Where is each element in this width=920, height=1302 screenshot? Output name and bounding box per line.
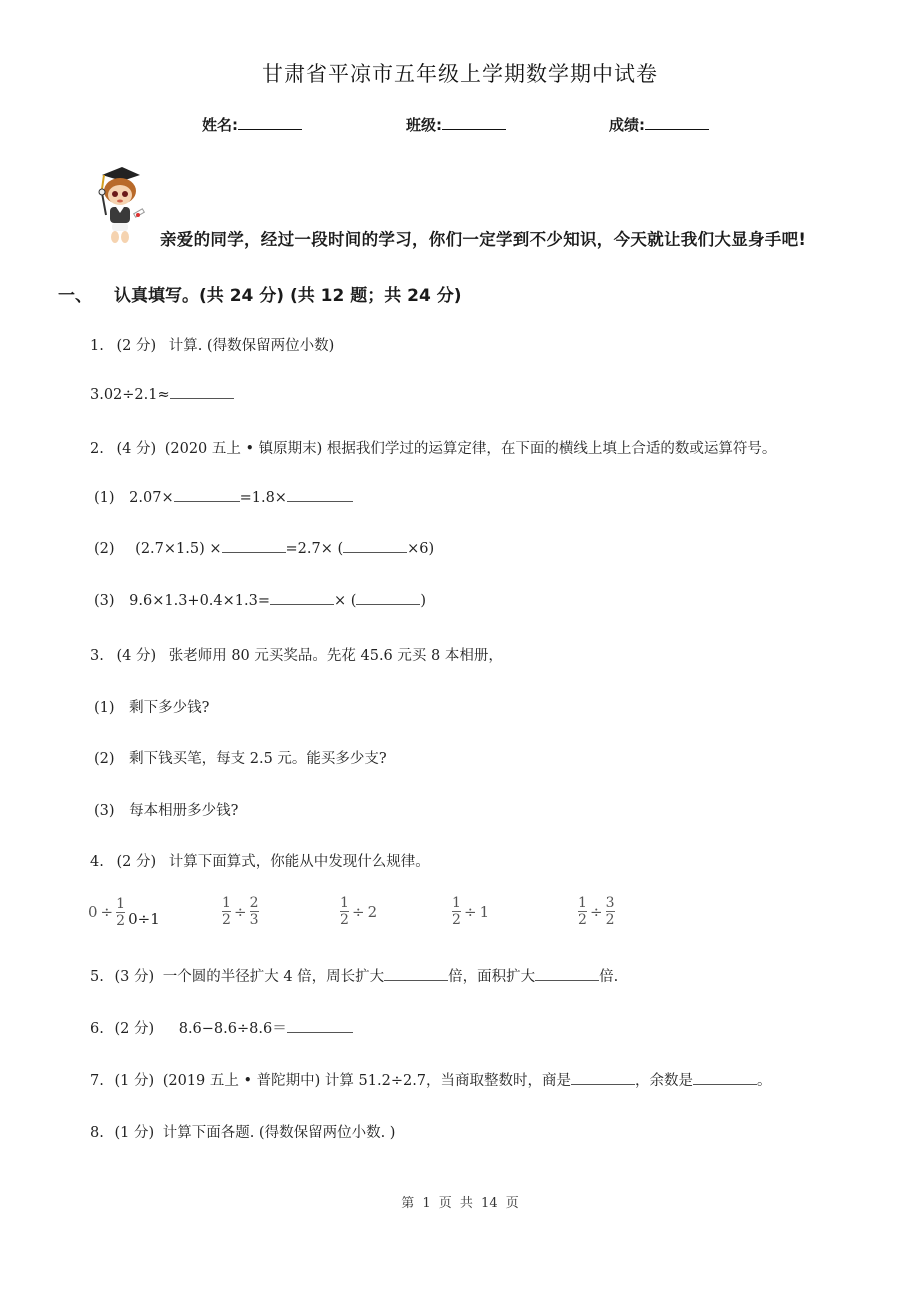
question-score: (2 分) xyxy=(114,1021,155,1037)
part-label: (1) xyxy=(94,700,115,716)
part-label: (3) xyxy=(94,593,115,609)
class-blank[interactable] xyxy=(442,115,506,130)
question-number: 8. xyxy=(90,1125,104,1141)
section-heading xyxy=(58,281,461,306)
answer-blank[interactable] xyxy=(384,968,448,981)
question-2-part-2 xyxy=(94,540,434,557)
question-3-part-3 xyxy=(94,799,238,820)
operand: 0 xyxy=(88,903,98,921)
operand: 1 xyxy=(479,902,490,921)
numerator: 1 xyxy=(578,895,587,911)
fraction xyxy=(222,896,231,927)
question-score: (4 分) xyxy=(116,648,157,664)
part-text: 剩下钱买笔，每支 2.5 元。能买多少支? xyxy=(129,751,387,767)
page-title: 甘肃省平凉市五年级上学期数学期中试卷 xyxy=(262,62,658,86)
operator: ÷ xyxy=(234,902,247,921)
answer-blank[interactable] xyxy=(170,386,234,399)
name-label: 姓名: xyxy=(202,116,238,134)
answer-blank[interactable] xyxy=(222,540,286,553)
answer-blank[interactable] xyxy=(693,1072,757,1085)
denominator: 2 xyxy=(605,912,615,928)
answer-blank[interactable] xyxy=(535,968,599,981)
expression-text: =1.8× xyxy=(239,490,287,506)
question-1 xyxy=(90,334,334,355)
question-1-line xyxy=(90,386,234,403)
expression-text: ×6) xyxy=(407,541,435,557)
question-text: 计算下面算式，你能从中发现什么规律。 xyxy=(168,854,430,870)
question-5 xyxy=(90,965,618,986)
answer-blank[interactable] xyxy=(174,489,240,502)
part-label: (2) xyxy=(94,751,115,767)
question-text: 张老师用 80 元买奖品。先花 45.6 元买 8 本相册， xyxy=(168,648,503,664)
question-7 xyxy=(90,1069,772,1090)
question-number: 6. xyxy=(90,1021,104,1037)
question-2 xyxy=(90,437,776,458)
answer-blank[interactable] xyxy=(343,540,407,553)
question-3-part-1 xyxy=(94,696,209,717)
question-number: 7. xyxy=(90,1073,104,1089)
part-label: (3) xyxy=(94,803,115,819)
question-score: (2 分) xyxy=(116,854,157,870)
part-text: 剩下多少钱? xyxy=(129,700,210,716)
denominator: 2 xyxy=(340,912,349,928)
question-3 xyxy=(90,644,503,665)
fraction xyxy=(452,896,461,927)
question-6 xyxy=(90,1017,353,1038)
operator: ÷ xyxy=(590,902,603,921)
greeting-text: 亲爱的同学，经过一段时间的学习，你们一定学到不少知识，今天就让我们大显身手吧! xyxy=(160,230,807,249)
question-text: 计算. (得数保留两位小数) xyxy=(168,338,335,354)
answer-blank[interactable] xyxy=(270,592,334,605)
score-field[interactable] xyxy=(609,114,709,135)
numerator: 3 xyxy=(605,895,615,911)
question-3-part-2 xyxy=(94,747,387,768)
expression-text: ) xyxy=(420,593,427,609)
denominator: 3 xyxy=(249,912,259,928)
part-label: (2) xyxy=(94,541,115,557)
page-footer: 第 1 页 共 14 页 xyxy=(401,1196,519,1211)
question-text: 倍. xyxy=(599,969,619,985)
expression-1 xyxy=(88,896,160,928)
question-2-part-1 xyxy=(94,489,353,506)
question-text: ，余数是 xyxy=(635,1073,694,1089)
expression-text: 3.02÷2.1≈ xyxy=(90,387,170,403)
operator: ÷ xyxy=(352,902,365,921)
denominator: 2 xyxy=(116,912,126,929)
fraction xyxy=(250,896,259,927)
denominator: 2 xyxy=(578,912,587,928)
question-2-part-3 xyxy=(94,592,426,609)
question-score: (4 分) xyxy=(116,441,157,457)
operand: 2 xyxy=(367,902,378,921)
question-text: 倍，面积扩大 xyxy=(448,969,536,985)
expression-text: 9.6×1.3+0.4×1.3= xyxy=(129,593,270,609)
numerator: 1 xyxy=(340,895,349,911)
numerator: 2 xyxy=(249,895,259,911)
question-text: 一个圆的半径扩大 4 倍，周长扩大 xyxy=(162,969,385,985)
operand: 0÷1 xyxy=(128,910,160,928)
class-field[interactable] xyxy=(406,114,506,135)
denominator: 2 xyxy=(452,912,461,928)
section-title: 认真填写。(共 24 分) (共 12 题；共 24 分) xyxy=(114,286,462,306)
denominator: 2 xyxy=(222,912,231,928)
part-label: (1) xyxy=(94,490,115,506)
answer-blank[interactable] xyxy=(571,1072,635,1085)
expression-4 xyxy=(452,896,489,927)
class-label: 班级: xyxy=(406,116,442,134)
operator: ÷ xyxy=(100,903,114,921)
name-blank[interactable] xyxy=(238,115,302,130)
answer-blank[interactable] xyxy=(287,1020,353,1033)
section-number: 一、 xyxy=(58,286,92,306)
score-blank[interactable] xyxy=(645,115,709,130)
question-score: (1 分) xyxy=(114,1073,155,1089)
question-score: (2 分) xyxy=(116,338,157,354)
part-text: 每本相册多少钱? xyxy=(129,803,239,819)
numerator: 1 xyxy=(116,895,126,912)
question-number: 1. xyxy=(90,338,104,354)
question-text: 计算下面各题. (得数保留两位小数. ) xyxy=(162,1125,396,1141)
graduate-monkey-mascot-icon xyxy=(88,163,150,245)
expression-text: (2.7×1.5) × xyxy=(135,541,222,557)
expression-5 xyxy=(578,896,615,927)
fraction xyxy=(578,896,587,927)
numerator: 1 xyxy=(222,895,231,911)
question-text: (2019 五上 • 普陀期中) 计算 51.2÷2.7，当商取整数时，商是 xyxy=(162,1073,572,1089)
score-label: 成绩: xyxy=(609,116,645,134)
name-field[interactable] xyxy=(202,114,302,135)
expression-text: × ( xyxy=(334,593,357,609)
question-number: 4. xyxy=(90,854,104,870)
expression-2 xyxy=(222,896,259,927)
fraction xyxy=(606,896,615,927)
question-number: 5. xyxy=(90,969,104,985)
answer-blank[interactable] xyxy=(356,592,420,605)
expression-text: =2.7× ( xyxy=(285,541,344,557)
expression-3 xyxy=(340,896,377,927)
question-number: 2. xyxy=(90,441,104,457)
operator: ÷ xyxy=(464,902,477,921)
question-8 xyxy=(90,1121,395,1142)
fraction xyxy=(340,896,349,927)
fraction xyxy=(116,897,125,928)
answer-blank[interactable] xyxy=(287,489,353,502)
question-score: (3 分) xyxy=(114,969,155,985)
expression-text: 8.6−8.6÷8.6＝ xyxy=(178,1021,287,1037)
question-4 xyxy=(90,850,430,871)
question-text: (2020 五上 • 镇原期末) 根据我们学过的运算定律，在下面的横线上填上合适的数或运算符号。 xyxy=(164,441,777,457)
question-score: (1 分) xyxy=(114,1125,155,1141)
expression-text: 2.07× xyxy=(129,490,174,506)
numerator: 1 xyxy=(452,895,461,911)
question-number: 3. xyxy=(90,648,104,664)
question-text: 。 xyxy=(757,1073,772,1089)
